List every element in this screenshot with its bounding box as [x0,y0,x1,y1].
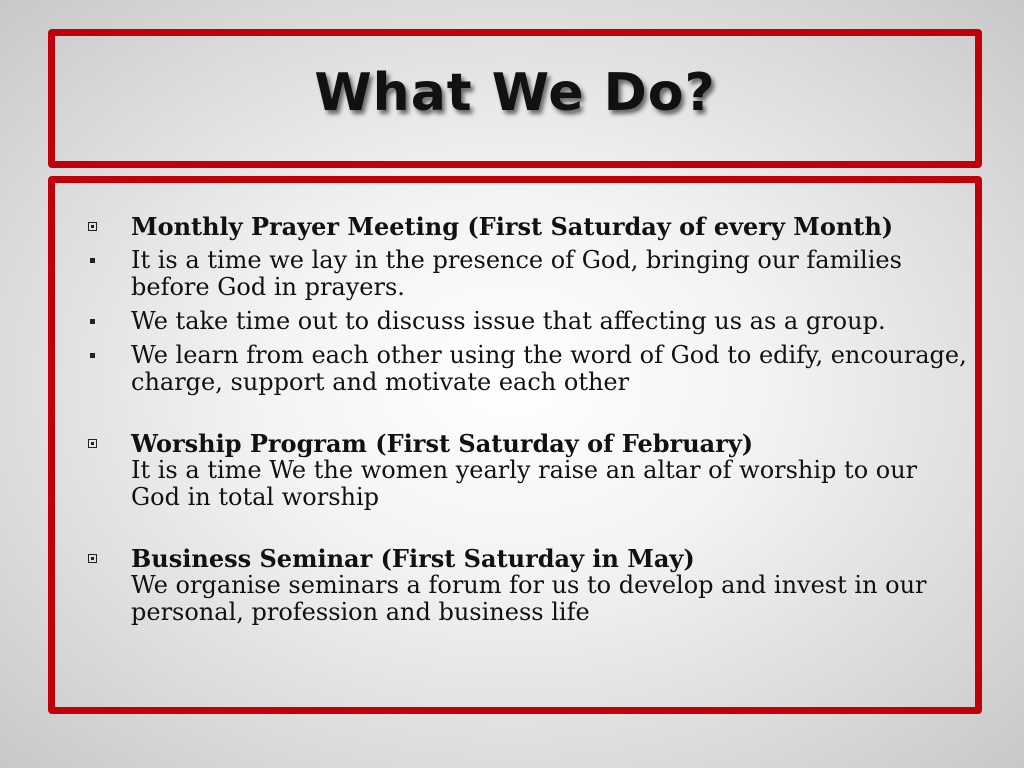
bullet-text: It is a time we lay in the presence of God, bringing our families before God in prayers. [131,246,902,301]
list-item [77,342,967,396]
square-bullet-icon [90,319,95,324]
slide-title: What We Do? [314,62,716,123]
box-bullet-icon [88,222,97,231]
section-heading: Monthly Prayer Meeting (First Saturday of every Month) [131,212,894,241]
section-worship-program [77,430,967,511]
title-frame [48,29,982,168]
section-monthly-prayer [77,213,967,240]
section-heading: Business Seminar (First Saturday in May) [131,544,695,573]
box-bullet-icon [88,439,97,448]
section-body: We organise seminars a forum for us to develop and invest in our personal, profession and business life [131,571,927,626]
bullet-text: We take time out to discuss issue that affecting us as a group. [131,307,886,335]
list-item [77,308,967,335]
square-bullet-icon [90,353,95,358]
bullet-text: We learn from each other using the word of God to edify, encourage, charge, support and motivate each other [131,341,967,396]
content-list [77,213,967,626]
list-item [77,247,967,301]
square-bullet-icon [90,258,95,263]
section-business-seminar [77,545,967,626]
section-body: It is a time We the women yearly raise an altar of worship to our God in total worship [131,456,918,511]
content-frame [48,176,982,714]
section-heading: Worship Program (First Saturday of February) [131,429,754,458]
box-bullet-icon [88,554,97,563]
